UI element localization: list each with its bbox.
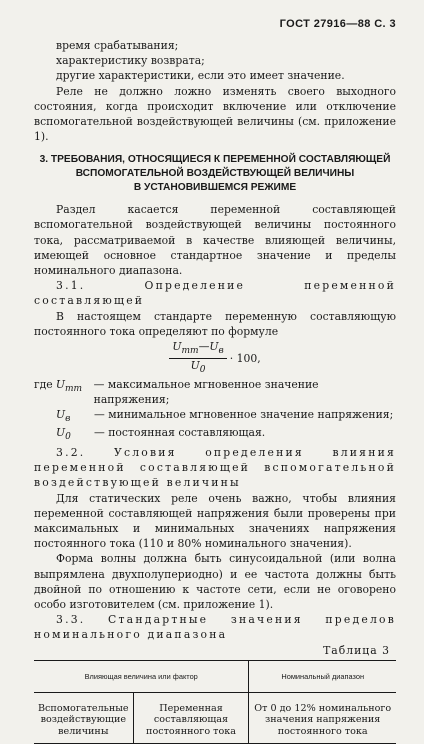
clause-3-3-heading: 3.3. Стандартные значения пределов номинального диапазона <box>34 613 396 642</box>
table-header-factor: Влияющая величина или фактор <box>34 660 249 692</box>
clause-3-2-para1: Для статических реле очень важно, чтобы влияния переменной составляющей напряжения были проверены при максимальных и минимальных значениях напряжения постоянного тока (110 и 80% номинального значения). <box>34 491 396 551</box>
formula-denominator: $U_0$ <box>190 359 206 376</box>
clause-3-1-heading: 3.1. Определение переменной составляющей <box>34 279 396 308</box>
ripple-formula <box>34 340 396 377</box>
formula-numerator: $U_{mm}—U_в$ <box>169 340 226 359</box>
intro-line: другие характеристики, если это имеет значение. <box>56 69 345 83</box>
table-3 <box>34 660 396 744</box>
section-3-title <box>34 153 396 194</box>
table-caption: Таблица 3 <box>323 643 390 657</box>
definition-row: $U_0$ — постоянная составляющая. <box>56 426 266 443</box>
formula-definitions <box>34 378 396 445</box>
formula-multiplier: · 100, <box>229 352 261 366</box>
section-title-line: 3. ТРЕБОВАНИЯ, ОТНОСЯЩИЕСЯ К ПЕРЕМЕННОЙ СОСТАВЛЯЮЩЕЙ <box>39 154 391 166</box>
table-header-row <box>34 660 396 692</box>
table-cell-range: От 0 до 12% номинального значения напряжения постоянного тока <box>249 692 396 744</box>
table-cell-factor: Вспомогательные воздействующие величины <box>38 702 129 737</box>
table-row <box>34 692 396 744</box>
intro-paragraph: Реле не должно ложно изменять своего выходного состояния, когда происходит включение или отключение вспомогательной воздействующей величины (см. приложение 1). <box>34 84 396 144</box>
clause-3-1-text: В настоящем стандарте переменную составляющую постоянного тока определяют по формуле <box>34 309 396 338</box>
table-header-range: Номинальный диапазон <box>249 660 396 692</box>
clause-3-2-para2: Форма волны должна быть синусоидальной (или волна выпрямлена двухполупериодно) и ее частота должны быть двойной по отношению к частоте сети, если не оговорено особо изготовителем (см. приложение 1). <box>34 552 396 612</box>
intro-line: характеристику возврата; <box>56 54 205 68</box>
running-header: ГОСТ 27916—88 С. 3 <box>279 18 396 30</box>
definition-row: где $U_{mm}$ — максимальное мгновенное значение напряжения; <box>34 378 319 406</box>
table-cell-subfactor: Переменная составляющая постоянного тока <box>133 692 249 744</box>
clause-3-2-heading: 3.2. Условия определения влияния переменной составляющей вспомогательной воздействующей величины <box>34 446 396 490</box>
section-title-line: В УСТАНОВИВШЕМСЯ РЕЖИМЕ <box>133 181 297 193</box>
formula-fraction <box>169 340 226 377</box>
definition-row: $U_в$ — минимальное мгновенное значение напряжения; <box>56 407 394 424</box>
section-title-line: ВСПОМОГАТЕЛЬНОЙ ВОЗДЕЙСТВУЮЩЕЙ ВЕЛИЧИНЫ <box>75 168 355 180</box>
intro-line: время срабатывания; <box>56 39 179 52</box>
intro-list <box>34 38 396 84</box>
section-3-paragraph: Раздел касается переменной составляющей вспомогательной воздействующей величины постоянного тока, рассматриваемой в качестве влияющей величины, имеющей основное стандартное значение и пределы номинального диапазона. <box>34 203 396 278</box>
